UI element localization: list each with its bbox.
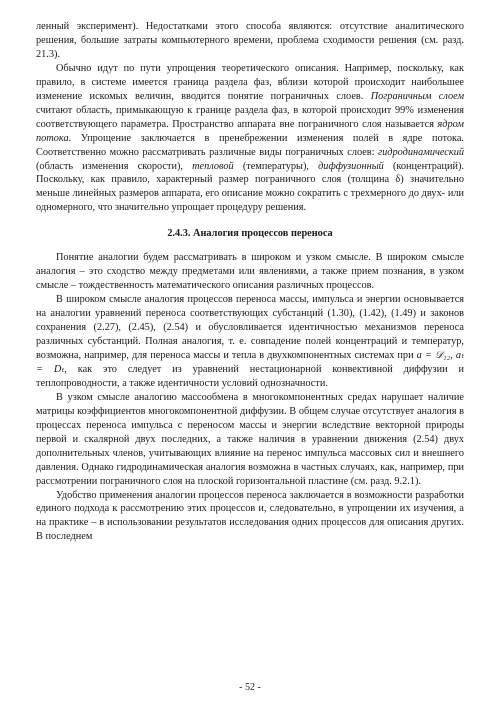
term-hydrodynamic: гидродинамический bbox=[378, 146, 464, 158]
paragraph-2-text-g: (область изменения скорости), bbox=[36, 160, 193, 172]
paragraph-2 bbox=[36, 62, 464, 215]
paragraph-2-text-k: (концентраций). Поскольку, как правило, характерный размер пограничного слоя (толщина δ) значительно меньше линейных размеров аппарата, его описание можно сократить с трехмерного до двух- или одномерного, что значительно упрощает процедуру решения. bbox=[36, 160, 464, 214]
paragraph-2-text-e: . Упрощение заключается в пренебрежении изменения полей в ядре потока. Соответственно можно рассматривать различные виды пограничных слоев: bbox=[36, 132, 464, 158]
paragraph-2-text-c: считают область, примыкающую к границе раздела фаз, в которой происходит 99% изменения соответствующего параметра. Пространство аппарата вне пограничного слоя называется bbox=[36, 104, 464, 130]
paragraph-4 bbox=[36, 293, 464, 391]
paragraph-2-text-a: Обычно идут по пути упрощения теоретического описания. Например, поскольку, как правило, в системе имеется граница раздела фаз, вблизи которой происходит наибольшее изменение искомых величин, вводится понятие пограничных слоев. bbox=[36, 62, 464, 102]
paragraph-5: В узком смысле аналогию массообмена в многокомпонентных средах нарушает наличие матрицы коэффициентов многокомпонентной диффузии. В общем случае отсутствует аналогия в процессах переноса импульса с переносом массы и энергии вследствие векторной природы первой и скалярной двух последних, а также наличия в уравнении движения (2.54) двух дополнительных членов, учитывающих влияние на перенос импульса массовых сил и внешнего давления. Однако гидродинамическая аналогия возможна в частных случаях, как, например, при рассмотрении пограничного слоя на плоской горизонтальной пластине (см. разд. 9.2.1). bbox=[36, 391, 464, 487]
paragraph-4-text-b: , как это следует из уравнений нестационарной конвективной диффузии и теплопроводности, а также идентичности условий однозначности. bbox=[36, 363, 465, 389]
paragraph-2-text-i: (температуры), bbox=[233, 160, 319, 172]
formula: a = 𝒟₁₂, aₜ = Dₜ bbox=[36, 349, 464, 375]
term-flow-core: ядром потока bbox=[36, 118, 464, 144]
term-boundary-layer: Пограничным слоем bbox=[370, 90, 465, 102]
document-page bbox=[36, 20, 464, 544]
page-number: - 52 - bbox=[239, 682, 261, 693]
paragraph-4-text-a: В широком смысле аналогия процессов переноса массы, импульса и энергии основывается на аналогии уравнений переноса соответствующих субстанций (1.30), (1.42), (1.49) и законов сохранения (2.27), (2.45), (2.54) и обусловливается идентичностью механизмов переноса различных субстанций. Полная аналогия, т. е. совпадение полей концентраций и температур, возможна, например, для переноса массы и тепла в двухкомпонентных системах при bbox=[36, 294, 464, 361]
term-diffusion: диффузионный bbox=[318, 160, 384, 172]
paragraph-1: ленный эксперимент). Недостатками этого способа являются: отсутствие аналитического решения, большие затраты компьютерного времени, проблема сходимости решения (см. разд. 21.3). bbox=[36, 21, 464, 60]
section-heading: 2.4.3. Аналогия процессов переноса bbox=[167, 228, 333, 240]
term-thermal: тепловой bbox=[192, 160, 234, 172]
paragraph-6: Удобство применения аналогии процессов переноса заключается в возможности разработки единого подхода к рассмотрению этих процессов и, следовательно, в упрощении их изучения, а на практике – в использовании результатов исследования одних процессов для описания других. В последнем bbox=[36, 489, 464, 543]
paragraph-3: Понятие аналогии будем рассматривать в широком и узком смысле. В широком смысле аналогия – это сходство между предметами или явлениями, а также прием познания, в узком смысле – тождественность математического описания различных процессов. bbox=[36, 252, 464, 292]
